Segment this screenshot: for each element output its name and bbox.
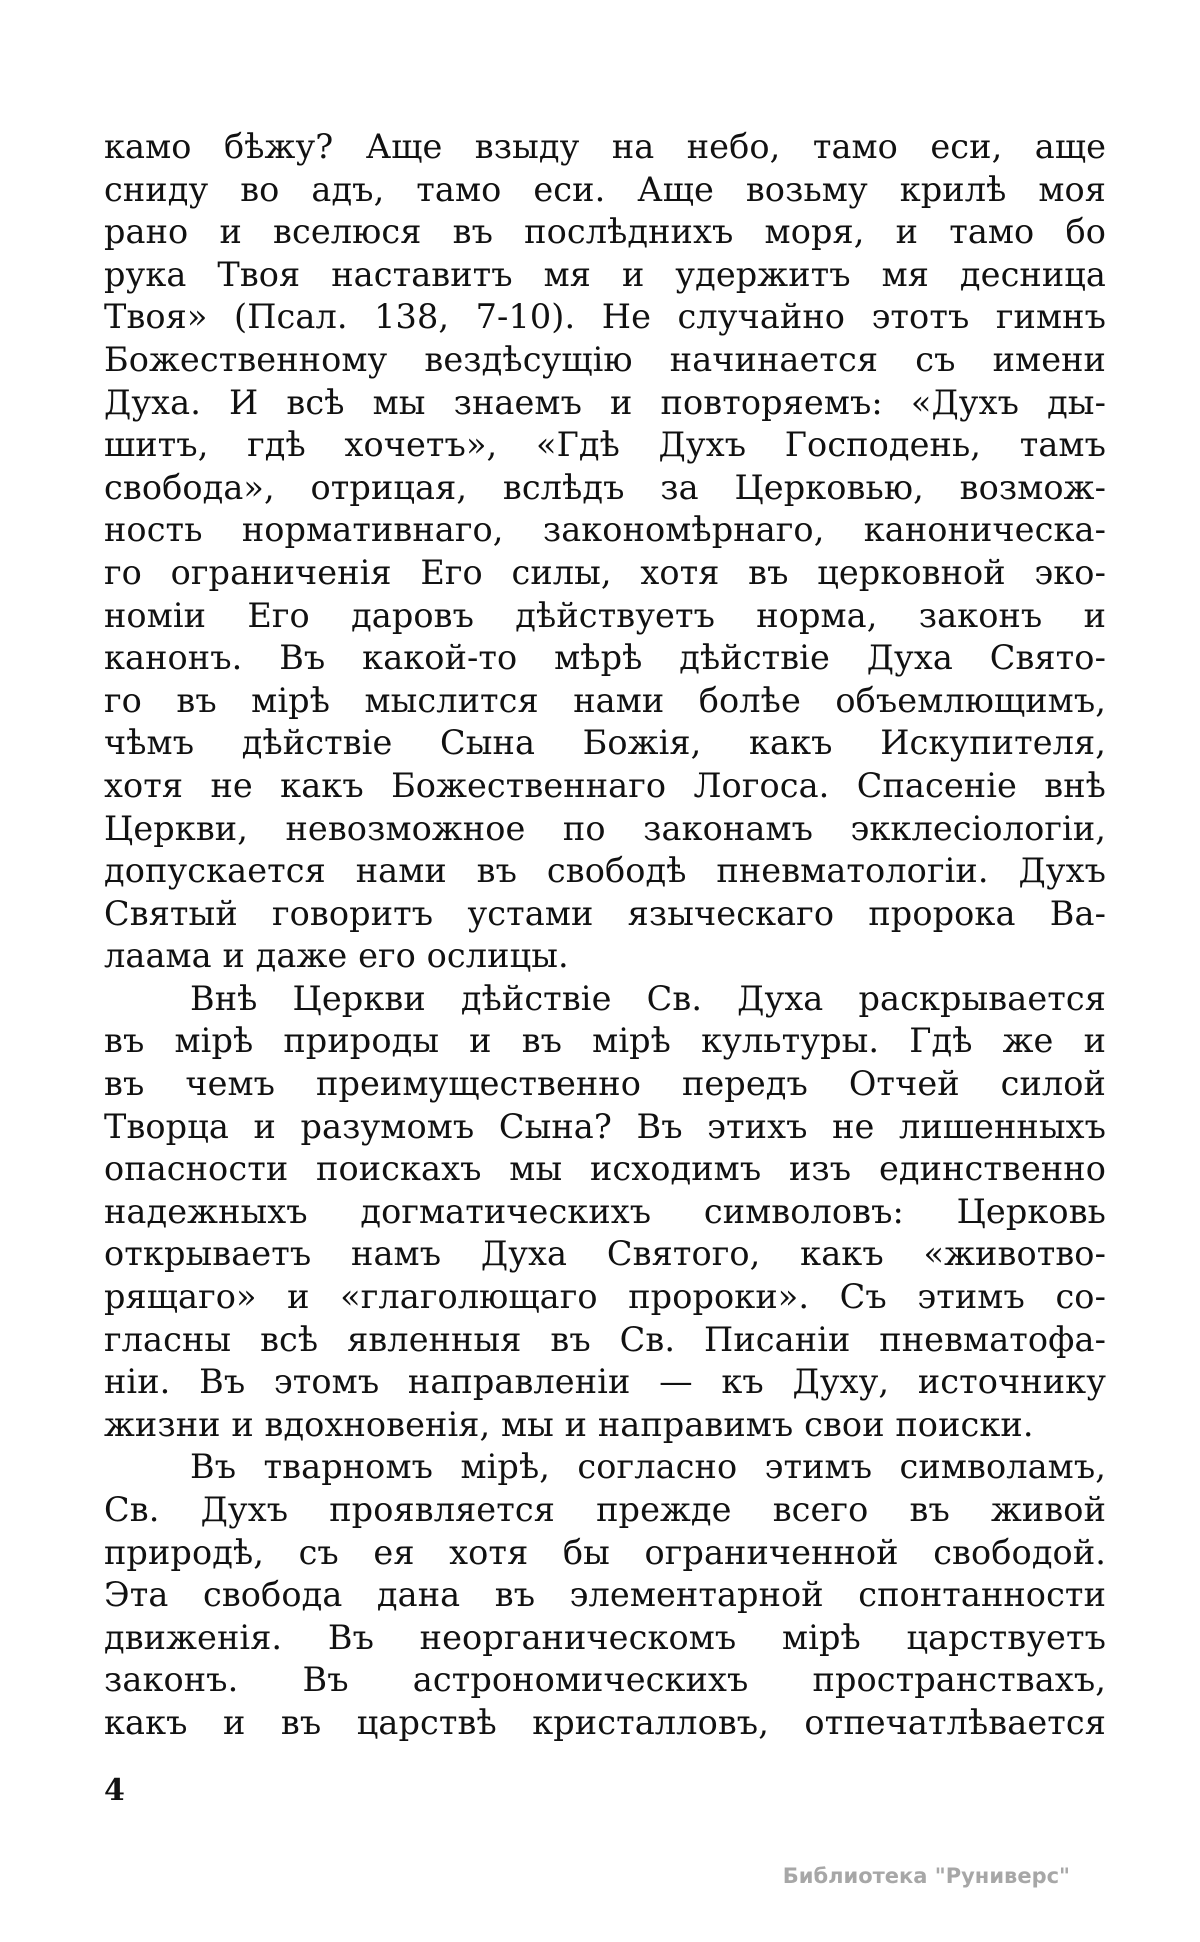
text-line: ніи. Въ этомъ направленіи — къ Духу, источнику xyxy=(104,1362,1106,1402)
text-line: Св. Духъ проявляется прежде всего въ живой xyxy=(104,1490,1106,1529)
page-number: 4 xyxy=(104,1773,125,1808)
paragraph-last-line: жизни и вдохновенія, мы и направимъ свои поиски. xyxy=(104,1404,1034,1444)
text-line: шитъ, гдѣ хочетъ», «Гдѣ Духъ Господень, тамъ xyxy=(104,425,1106,465)
text-line: канонъ. Въ какой-то мѣрѣ дѣйствіе Духа Свято- xyxy=(104,638,1106,678)
text-line: какъ и въ царствѣ кристалловъ, отпечатлѣвается xyxy=(104,1702,1106,1742)
text-line: сниду во адъ, тамо еси. Аще возьму крилѣ моя xyxy=(104,169,1106,209)
text-line: Божественному вездѣсущію начинается съ имени xyxy=(104,339,1106,379)
paragraph-first-line: Въ тварномъ мірѣ, согласно этимъ символамъ, xyxy=(190,1447,1106,1487)
text-line: Творца и разумомъ Сына? Въ этихъ не лишенныхъ xyxy=(104,1106,1106,1146)
text-line: рано и вселюся въ послѣднихъ моря, и тамо бо xyxy=(104,212,1106,252)
text-line: свобода», отрицая, вслѣдъ за Церковью, возмож- xyxy=(104,467,1106,507)
text-line: номіи Его даровъ дѣйствуетъ норма, законъ и xyxy=(104,595,1106,635)
body-text xyxy=(104,126,1106,1745)
text-line: Церкви, невозможное по законамъ экклесіологіи, xyxy=(104,808,1106,848)
text-line: Твоя» (Псал. 138, 7-10). Не случайно этотъ гимнъ xyxy=(104,297,1106,337)
text-line: рука Твоя наставитъ мя и удержитъ мя десница xyxy=(104,254,1106,294)
text-line: природѣ, съ ея хотя бы ограниченной свободой. xyxy=(104,1532,1106,1572)
text-line: камо бѣжу? Аще взыду на небо, тамо еси, аще xyxy=(104,127,1106,166)
text-line: го ограниченія Его силы, хотя въ церковной эко- xyxy=(104,552,1106,592)
text-line: хотя не какъ Божественнаго Логоса. Спасеніе внѣ xyxy=(104,765,1106,805)
text-line: въ чемъ преимущественно передъ Отчей силой xyxy=(104,1064,1106,1104)
text-line: опасности поискахъ мы исходимъ изъ единственно xyxy=(104,1149,1106,1189)
text-line: чѣмъ дѣйствіе Сына Божія, какъ Искупителя, xyxy=(104,723,1106,763)
paragraph-first-line: Внѣ Церкви дѣйствіе Св. Духа раскрывается xyxy=(190,978,1106,1018)
paragraph-last-line: лаама и даже его ослицы. xyxy=(104,936,569,976)
library-watermark: Библиотека "Руниверс" xyxy=(782,1864,1070,1888)
text-line: ность нормативнаго, закономѣрнаго, каноническа- xyxy=(104,510,1106,550)
text-line: Духа. И всѣ мы знаемъ и повторяемъ: «Духъ ды- xyxy=(104,382,1106,422)
text-line: рящаго» и «глаголющаго пророки». Съ этимъ со- xyxy=(104,1277,1106,1317)
text-line: допускается нами въ свободѣ пневматологіи. Духъ xyxy=(104,851,1106,891)
text-line: надежныхъ догматическихъ символовъ: Церковь xyxy=(104,1191,1106,1231)
text-line: открываетъ намъ Духа Святого, какъ «животво- xyxy=(104,1234,1106,1274)
text-line: движенія. Въ неорганическомъ мірѣ царствуетъ xyxy=(104,1617,1106,1657)
text-line: го въ мірѣ мыслится нами болѣе объемлющимъ, xyxy=(104,680,1106,720)
text-line: гласны всѣ явленныя въ Св. Писаніи пневматофа- xyxy=(104,1319,1106,1359)
text-line: Святый говоритъ устами языческаго пророка Ва- xyxy=(104,893,1106,933)
text-line: законъ. Въ астрономическихъ пространствахъ, xyxy=(104,1660,1106,1700)
text-line: Эта свобода дана въ элементарной спонтанности xyxy=(104,1575,1106,1615)
text-line: въ мірѣ природы и въ мірѣ культуры. Гдѣ же и xyxy=(104,1021,1106,1061)
